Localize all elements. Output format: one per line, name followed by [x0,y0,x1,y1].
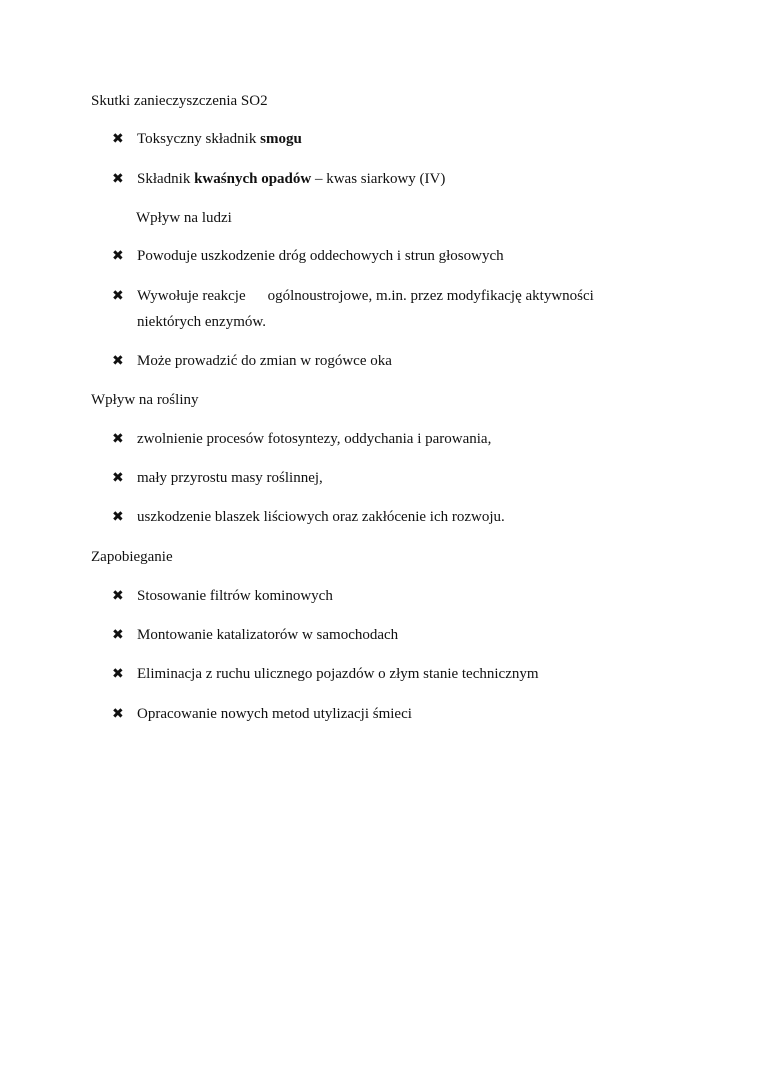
list-item-text: Opracowanie nowych metod utylizacji śmieci [137,706,412,722]
heavy-x-icon: ✖ [112,353,124,369]
heavy-x-icon: ✖ [112,248,124,264]
heavy-x-icon: ✖ [112,588,124,604]
heading-so2-effects: Skutki zanieczyszczenia SO2 [91,93,268,109]
list-item-text: Eliminacja z ruchu ulicznego pojazdów o złym stanie technicznym [137,666,539,682]
heavy-x-icon: ✖ [112,666,124,682]
list-item-text: zwolnienie procesów fotosyntezy, oddychania i parowania, [137,431,492,447]
list-item-text: Stosowanie filtrów kominowych [137,588,333,604]
heavy-x-icon: ✖ [112,171,124,187]
list-item-text: Powoduje uszkodzenie dróg oddechowych i strun głosowych [137,248,504,264]
heavy-x-icon: ✖ [112,431,124,447]
heavy-x-icon: ✖ [112,470,124,486]
heading-prevention: Zapobieganie [91,549,173,565]
heavy-x-icon: ✖ [112,509,124,525]
heavy-x-icon: ✖ [112,627,124,643]
list-item-text: Składnik kwaśnych opadów – kwas siarkowy (IV) [137,171,446,187]
list-item-text: Wywołuje reakcje ogólnoustrojowe, m.in. przez modyfikację aktywności niektórych enzymów. [137,288,594,330]
list-item-text: uszkodzenie blaszek liściowych oraz zakłócenie ich rozwoju. [137,509,505,525]
heading-plants-impact: Wpływ na rośliny [91,392,199,408]
heavy-x-icon: ✖ [112,131,124,147]
bold-term: smogu [260,131,302,147]
heading-people-impact: Wpływ na ludzi [136,210,232,226]
list-item-text: Montowanie katalizatorów w samochodach [137,627,399,643]
heavy-x-icon: ✖ [112,288,124,304]
list-item-text: Może prowadzić do zmian w rogówce oka [137,353,392,369]
heavy-x-icon: ✖ [112,706,124,722]
list-item-text: mały przyrostu masy roślinnej, [137,470,323,486]
list-item-text: Toksyczny składnik smogu [137,131,302,147]
bold-term: kwaśnych opadów [194,171,312,187]
